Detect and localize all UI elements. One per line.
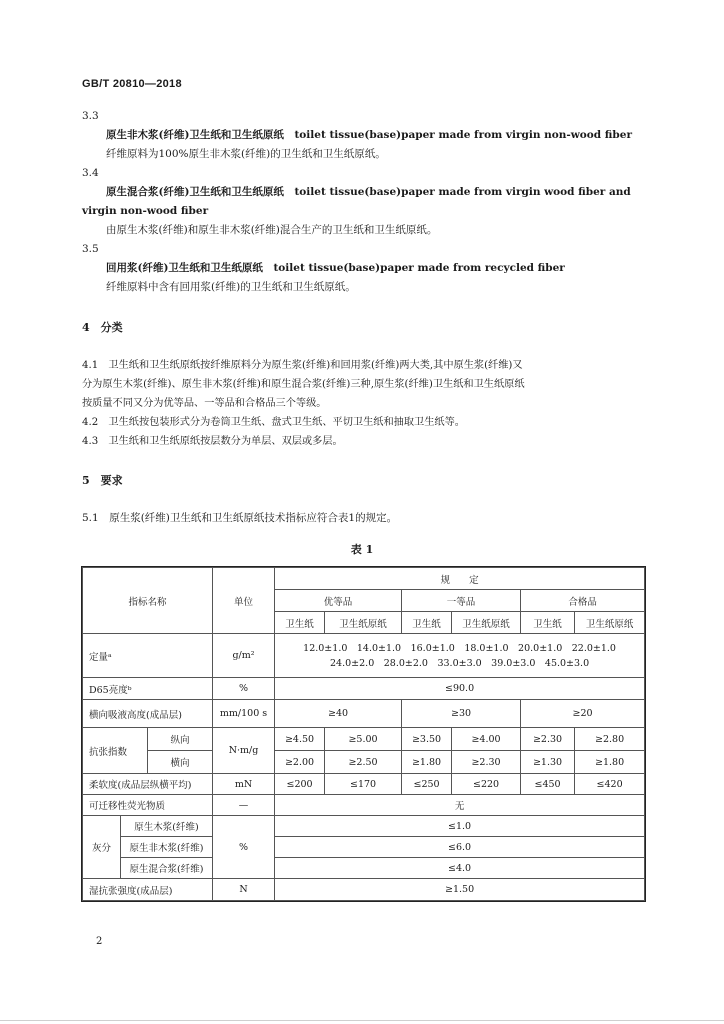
header-sub: 卫生纸原纸 xyxy=(325,612,402,634)
row-value: ≥4.50 xyxy=(275,728,325,751)
row-name: 柔软度(成品层纵横平均) xyxy=(83,774,213,795)
header-grade: 合格品 xyxy=(521,590,645,612)
row-value: ≤220 xyxy=(452,774,521,795)
header-spec: 规 定 xyxy=(275,568,645,590)
row-value xyxy=(275,634,645,678)
paragraph-4-3: 4.3 卫生纸和卫生纸原纸按层数分为单层、双层或多层。 xyxy=(82,436,343,447)
table-row xyxy=(83,634,645,678)
term-definition: 纤维原料中含有回用浆(纤维)的卫生纸和卫生纸原纸。 xyxy=(106,281,356,293)
table-row xyxy=(83,795,645,816)
row-value: ≥40 xyxy=(275,700,402,728)
header-sub: 卫生纸 xyxy=(402,612,452,634)
row-unit: — xyxy=(213,795,275,816)
table-row xyxy=(83,728,645,751)
table-row xyxy=(83,858,645,879)
row-name: 湿抗张强度(成品层) xyxy=(83,879,213,901)
row-value: ≥1.50 xyxy=(275,879,645,901)
row-value: ≤450 xyxy=(521,774,575,795)
row-value: ≤1.0 xyxy=(275,816,645,837)
table-row xyxy=(83,837,645,858)
row-value: ≥2.30 xyxy=(452,751,521,774)
row-name: 横向吸液高度(成品层) xyxy=(83,700,213,728)
term-en: toilet tissue(base)paper made from virgin non-wood fiber xyxy=(294,129,632,141)
row-unit: mm/100 s xyxy=(213,700,275,728)
header-grade: 一等品 xyxy=(402,590,521,612)
section-3-5 xyxy=(82,240,644,297)
row-value: ≤170 xyxy=(325,774,402,795)
term-en: toilet tissue(base)paper made from recycled fiber xyxy=(273,262,565,274)
row-value: ≥2.00 xyxy=(275,751,325,774)
row-subname: 纵向 xyxy=(148,728,213,751)
header-sub: 卫生纸 xyxy=(521,612,575,634)
table-row xyxy=(83,879,645,901)
row-name: 抗张指数 xyxy=(83,728,148,774)
row-unit: g/m² xyxy=(213,634,275,678)
header-indicator: 指标名称 xyxy=(83,568,213,634)
basis-weight-line2: 24.0±2.0 28.0±2.0 33.0±3.0 39.0±3.0 45.0±3.0 xyxy=(330,657,590,669)
table-row xyxy=(83,751,645,774)
term-en-continued: virgin non-wood fiber xyxy=(82,205,209,217)
table-title: 表 1 xyxy=(350,543,374,556)
row-unit: mN xyxy=(213,774,275,795)
header-grade: 优等品 xyxy=(275,590,402,612)
header-sub: 卫生纸原纸 xyxy=(452,612,521,634)
row-unit: % xyxy=(213,678,275,700)
paragraph-5-1: 5.1 原生浆(纤维)卫生纸和卫生纸原纸技术指标应符合表1的规定。 xyxy=(82,512,398,524)
row-value: ≤90.0 xyxy=(275,678,645,700)
row-name: 定量ᵃ xyxy=(83,634,213,678)
row-value: 无 xyxy=(275,795,645,816)
row-subname: 原生木浆(纤维) xyxy=(121,816,213,837)
term-cn: 回用浆(纤维)卫生纸和卫生纸原纸 xyxy=(106,262,263,274)
spec-table xyxy=(82,567,645,901)
table-row xyxy=(83,816,645,837)
table-row xyxy=(83,774,645,795)
header-sub: 卫生纸原纸 xyxy=(575,612,645,634)
row-value: ≤4.0 xyxy=(275,858,645,879)
table-row xyxy=(83,678,645,700)
row-unit: N·m/g xyxy=(213,728,275,774)
term-cn: 原生非木浆(纤维)卫生纸和卫生纸原纸 xyxy=(106,129,284,141)
row-value: ≥5.00 xyxy=(325,728,402,751)
row-value: ≤200 xyxy=(275,774,325,795)
paragraph-4-2: 4.2 卫生纸按包装形式分为卷筒卫生纸、盘式卫生纸、平切卫生纸和抽取卫生纸等。 xyxy=(82,417,465,428)
paragraph-4-1-line3: 按质量不同又分为优等品、一等品和合格品三个等级。 xyxy=(82,398,327,409)
term-definition: 由原生木浆(纤维)和原生非木浆(纤维)混合生产的卫生纸和卫生纸原纸。 xyxy=(106,224,438,236)
row-value: ≥4.00 xyxy=(452,728,521,751)
page-number: 2 xyxy=(96,936,103,947)
section-number: 3.3 xyxy=(82,110,99,122)
term-definition: 纤维原料为100%原生非木浆(纤维)的卫生纸和卫生纸原纸。 xyxy=(106,148,386,160)
basis-weight-line1: 12.0±1.0 14.0±1.0 16.0±1.0 18.0±1.0 20.0±1.0 22.0±1.0 xyxy=(303,642,616,654)
row-value: ≥2.80 xyxy=(575,728,645,751)
header-unit: 单位 xyxy=(213,568,275,634)
row-unit: N xyxy=(213,879,275,901)
row-value: ≥2.30 xyxy=(521,728,575,751)
row-name: 灰分 xyxy=(83,816,121,879)
row-unit: % xyxy=(213,816,275,879)
row-value: ≥2.50 xyxy=(325,751,402,774)
section-4-body xyxy=(82,356,644,451)
section-5-heading: 5 要求 xyxy=(82,474,123,487)
row-value: ≥1.30 xyxy=(521,751,575,774)
section-4-heading: 4 分类 xyxy=(82,321,123,334)
section-3-4 xyxy=(82,164,644,240)
row-subname: 原生混合浆(纤维) xyxy=(121,858,213,879)
section-number: 3.5 xyxy=(82,243,99,255)
row-value: ≥1.80 xyxy=(575,751,645,774)
row-value: ≤6.0 xyxy=(275,837,645,858)
section-3-3 xyxy=(82,107,644,164)
table-row xyxy=(83,700,645,728)
row-value: ≥3.50 xyxy=(402,728,452,751)
header-sub: 卫生纸 xyxy=(275,612,325,634)
row-subname: 横向 xyxy=(148,751,213,774)
row-value: ≤250 xyxy=(402,774,452,795)
row-name: 可迁移性荧光物质 xyxy=(83,795,213,816)
document-code-header: GB/T 20810—2018 xyxy=(82,78,182,90)
row-value: ≥20 xyxy=(521,700,645,728)
paragraph-4-1-line2: 分为原生木浆(纤维)、原生非木浆(纤维)和原生混合浆(纤维)三种,原生浆(纤维)卫生纸和卫生纸原纸 xyxy=(82,379,525,390)
paragraph-4-1-line1: 4.1 卫生纸和卫生纸原纸按纤维原料分为原生浆(纤维)和回用浆(纤维)两大类,其中原生浆(纤维)又 xyxy=(82,360,523,371)
term-en: toilet tissue(base)paper made from virgin wood fiber and xyxy=(294,186,631,198)
section-number: 3.4 xyxy=(82,167,99,179)
term-cn: 原生混合浆(纤维)卫生纸和卫生纸原纸 xyxy=(106,186,284,198)
row-subname: 原生非木浆(纤维) xyxy=(121,837,213,858)
page-edge-divider xyxy=(0,1020,724,1021)
row-value: ≤420 xyxy=(575,774,645,795)
row-value: ≥1.80 xyxy=(402,751,452,774)
row-name: D65亮度ᵇ xyxy=(83,678,213,700)
row-value: ≥30 xyxy=(402,700,521,728)
